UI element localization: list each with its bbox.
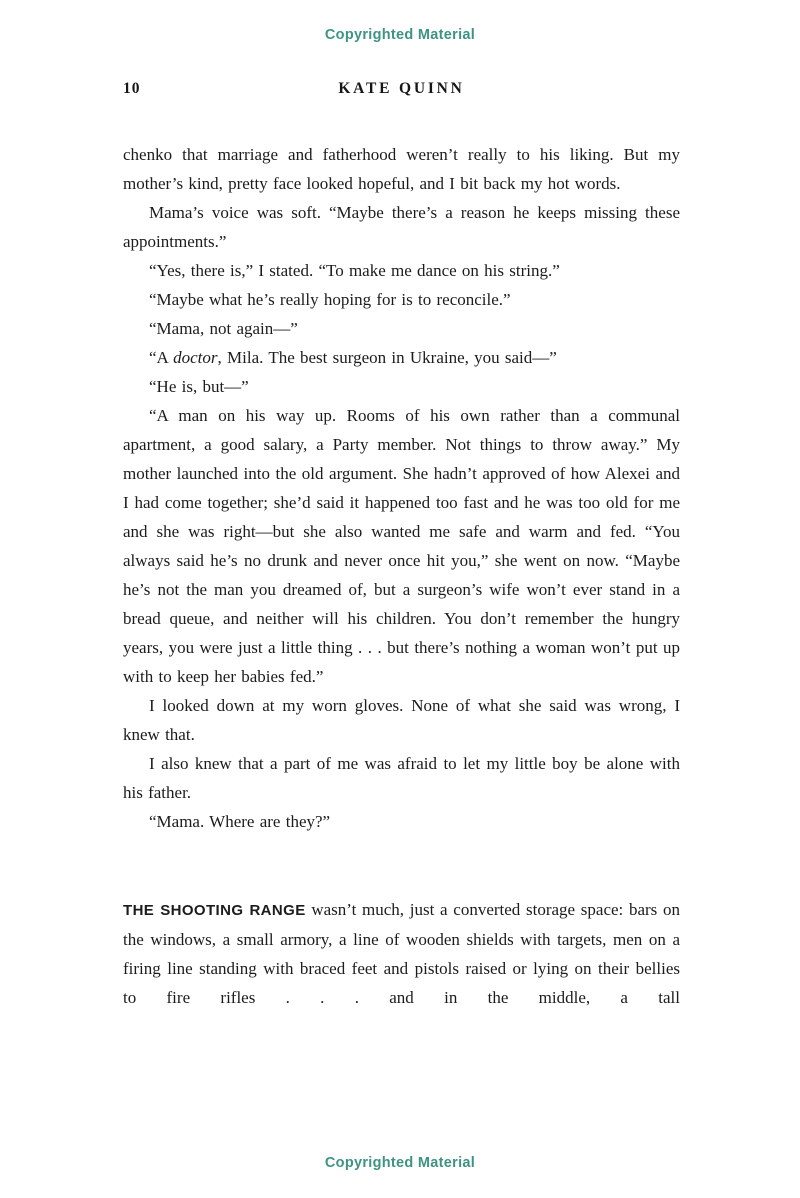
- page-header: [123, 80, 680, 100]
- body-text: [123, 140, 680, 1012]
- copyright-notice-bottom: Copyrighted Material: [324, 1155, 476, 1171]
- text-segment: “He is, but—”: [149, 377, 249, 396]
- paragraph: [123, 256, 680, 285]
- copyright-notice-top: Copyrighted Material: [324, 27, 476, 43]
- running-header: KATE QUINN: [338, 80, 465, 97]
- paragraph: [123, 807, 680, 836]
- paragraph: [123, 749, 680, 807]
- text-segment: “Mama, not again—”: [149, 319, 298, 338]
- text-segment: wasn’t much, just a converted storage space: bars on the windows, a small armory, a line of wooden shields with targets, men on a firing line standing with braced feet and pistols raised or lying on their bellies to fire rifles . . . and in the middle, a tall: [123, 900, 680, 1007]
- page-number: 10: [123, 80, 141, 97]
- paragraph: [123, 198, 680, 256]
- paragraph: [123, 691, 680, 749]
- paragraph: [123, 285, 680, 314]
- text-segment: doctor: [173, 348, 218, 367]
- text-segment: “Maybe what he’s really hoping for is to reconcile.”: [149, 290, 511, 309]
- text-segment: “A: [149, 348, 174, 367]
- text-segment: chenko that marriage and fatherhood weren’t really to his liking. But my mother’s kind, pretty face looked hopeful, and I bit back my hot words.: [123, 145, 680, 193]
- text-segment: “Yes, there is,” I stated. “To make me dance on his string.”: [149, 261, 560, 280]
- paragraph: [123, 314, 680, 343]
- text-segment: I also knew that a part of me was afraid to let my little boy be alone with his father.: [123, 754, 680, 802]
- text-segment: “Mama. Where are they?”: [149, 812, 331, 831]
- paragraph: [123, 372, 680, 401]
- text-segment: I looked down at my worn gloves. None of what she said was wrong, I knew that.: [123, 696, 680, 744]
- section-lead-in: THE SHOOTING RANGE: [123, 902, 306, 919]
- paragraph: [123, 343, 680, 372]
- text-segment: Mama’s voice was soft. “Maybe there’s a reason he keeps missing these appointments.”: [123, 203, 680, 251]
- paragraph: [123, 895, 680, 1012]
- paragraph: [123, 401, 680, 691]
- text-segment: , Mila. The best surgeon in Ukraine, you said—”: [217, 348, 557, 367]
- paragraph: [123, 140, 680, 198]
- text-segment: “A man on his way up. Rooms of his own rather than a communal apartment, a good salary, a Party member. Not things to throw away.” My mother launched into the old argument. She hadn’t approved of how Alexei and I had come together; she’d said it happened too fast and he was too old for me and she was right—but she also wanted me safe and warm and fed. “You always said he’s no drunk and never once hit you,” she went on now. “Maybe he’s not the man you dreamed of, but a surgeon’s wife won’t ever stand in a bread queue, and neither will his children. You don’t remember the hungry years, you were just a little thing . . . but there’s nothing a woman won’t put up with to keep her babies fed.”: [123, 406, 680, 686]
